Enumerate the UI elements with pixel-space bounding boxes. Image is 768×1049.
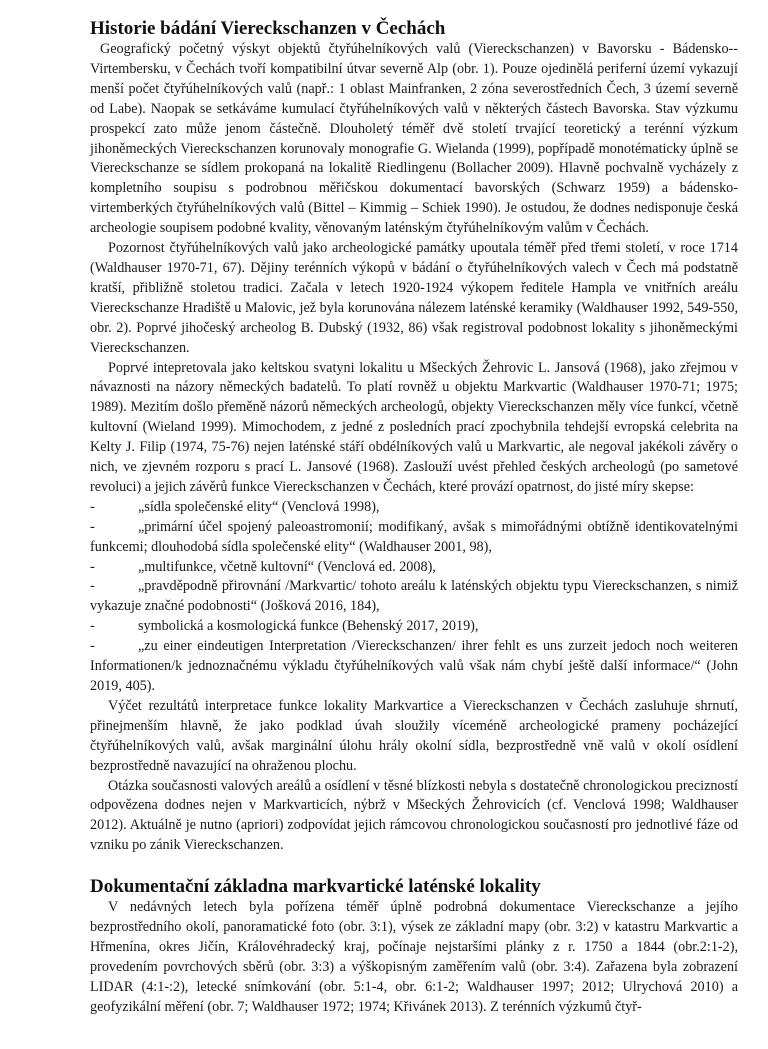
list-item-text: „sídla společenské elity“ (Venclová 1998), [138, 498, 380, 515]
paragraph-geography: Geografický početný výskyt objektů čtyřúhelníkových valů (Viereckschanzen) v Bavorsku - Bádensko--Virtembersku, v Čechách tvoří kompatibilní útvar severně Alp (obr. 1). Pouze ojedinělá periferní území vykazují menší počet čtyřúhelníkových valů (např.: 1 oblast Mainfranken, 2 zóna severostředních Čech, 3 území severně od Labe). Naopak se setkáváme kumulací čtyřúhelníkových valů v některých částech Bavorska. Stav výzkumu prospekcí zato může jenom částečně. Dlouholetý téměř dvě století trvající teoretický a terénní výzkum jihoněmeckých Viereckschanzen korunovaly monografie G. Wielanda (1999), popřípadě monotématicky úplně se Viereckschanze se sídlem prokopaná na lokalitě Riedlingenu (Bollacher 2009). Hlavně pochvalně vycházely z kompletního soupisu s podrobnou měřičskou dokumentací bavorských (Schwarz 1959) a bádensko-virtemberkých čtyřúhelníkových valů (Bittel – Kimmig – Schiek 1990). Je ostudou, že dodnes nedisponuje česká archeologie soupisem podobné kvality, věnovaným laténským čtyřúhelníkovým valům v Čechách. [90, 41, 738, 237]
paragraph-summary: Výčet rezultátů interpretace funkce lokality Markvartice a Viereckschanzen v Čechách zasluhuje shrnutí, přinejmenším hlavně, že jako podklad úvah sloužily víceméně archeologické prameny pocházející čtyřúhelníkových valů, avšak marginální úlohu hrály okolní sídla, bezprostředně vně valů v okolí osídlení bezprostředně navazující na ohraženou plochu. [90, 697, 738, 774]
list-item-text: „zu einer eindeutigen Interpretation /Viereckschanzen/ ihrer fehlt es uns zurzeit jedoch noch weiteren Informationen/k jednoznačnému výkladu čtyřúhelníkových valů však nám chybí ještě další informace/“ (John 2019, 405). [90, 638, 738, 694]
list-item-text: „multifunkce, včetně kultovní“ (Venclová ed. 2008), [138, 558, 436, 575]
document-page [90, 18, 738, 1018]
list-item-text: „pravděpodně přirovnání /Markvartic/ tohoto areálu k laténských objektu typu Viereckschanzen, s nimiž vykazuje značné podobnosti“ (Jošková 2016, 184), [90, 578, 738, 615]
list-dash: - [90, 638, 95, 655]
interpretation-list [90, 498, 738, 697]
list-item [90, 558, 738, 578]
list-item-text: „primární účel spojený paleoastromonií; modifikaný, avšak s mimořádnými obtížně identikovatelnými funkcemi; dlouhodobá sídla společenské elity“ (Waldhauser 2001, 98), [90, 518, 738, 555]
list-dash: - [90, 498, 95, 515]
list-item [90, 498, 738, 518]
list-dash: - [90, 578, 95, 595]
list-item-text: symbolická a kosmologická funkce (Behenský 2017, 2019), [138, 618, 479, 635]
paragraph-research-history: Pozornost čtyřúhelníkových valů jako archeologické památky upoutala téměř před třemi století, v roce 1714 (Waldhauser 1970-71, 67). Dějiny terénních výkopů v bádání o čtyřúhelníkových valech v Čech má podstatně kratší, přibližně stoletou tradici. Začala v letech 1920-1924 výkopem ředitele Hampla ve vnitřních areálu Viereckschanze Hradiště u Malovic, jež byla korunována nálezem laténské keramiky (Waldhauser 1992, 549-550, obr. 2). Poprvé jihočeský archeolog B. Dubský (1932, 86) však registroval podobnost lokality s jihoněmeckými Viereckschanzen. [90, 240, 738, 356]
list-dash: - [90, 618, 95, 635]
list-item [90, 617, 738, 637]
paragraph-interpretation: Poprvé intepretovala jako keltskou svatyni lokalitu u Mšeckých Žehrovic L. Jansová (1968), jako zřejmou v návaznosti na názory německých badatelů. To platí rovněž u objektu Markvartic (Waldhauser 1970-71; 1975; 1989). Mezitím došlo přeměně názorů německých archeologů, objekty Viereckschanzen měly více funkcí, včetně kultovní (Wieland 1999). Mimochodem, z jedné z posledních prací zpochybnila tehdejší evropská celebrita na Kelty J. Filip (1974, 75-76) nejen laténské stáří obdélníkových valů u Markvartic, ale negoval jakékoli závěry o nich, ve zjevném rozporu s prací L. Jansové (1968). Zaslouží uvést přehled českých archeologů (po sametové revoluci) a jejich závěrů funkce Viereckschanzen v Čechách, které provází opatrnost, do jisté míry skepse: [90, 359, 738, 495]
section-heading-history: Historie bádání Viereckschanzen v Čechách [90, 18, 446, 39]
paragraph-chronology: Otázka současnosti valových areálů a osídlení v těsné blízkosti nebyla s dostatečně chronologickou precizností odpovězena dodnes nejen v Markvarticích, nýbrž v Mšeckých Žehrovicích (cf. Venclová 1998; Waldhauser 2012). Aktuálně je nutno (apriori) zodpovídat jejich rámcovou chronologickou současností pro jednotlivé fáze od vzniku po zánik Viereckschanzen. [90, 777, 738, 854]
paragraph-documentation: V nedávných letech byla pořízena téměř úplně podrobná dokumentace Viereckschanze a jejího bezprostředního okolí, panoramatické foto (obr. 3:1), výsek ze základní mapy (obr. 3:2) v katastru Markvartic a Hřmenína, okres Jičín, Královéhradecký kraj, počínaje nejstaršími plánky z r. 1750 a 1844 (obr.2:1-2), provedením povrchových sběrů (obr. 3:3) a výškopisným zaměřením valů (obr. 3:4). Zařazena byla zobrazení LIDAR (4:1-:2), letecké snímkování (obr. 5:1-4, obr. 6:1-2; Waldhauser 1997; 2012; Ulrychová 2010) a geofyzikální měření (obr. 7; Waldhauser 1972; 1974; Křivánek 2013). Z terénních výzkumů čtyř- [90, 899, 738, 1015]
list-item [90, 518, 738, 558]
list-item [90, 637, 738, 697]
list-dash: - [90, 558, 95, 575]
section-heading-documentation: Dokumentační základna markvartické laténské lokality [90, 876, 541, 898]
list-item [90, 577, 738, 617]
list-dash: - [90, 518, 95, 535]
